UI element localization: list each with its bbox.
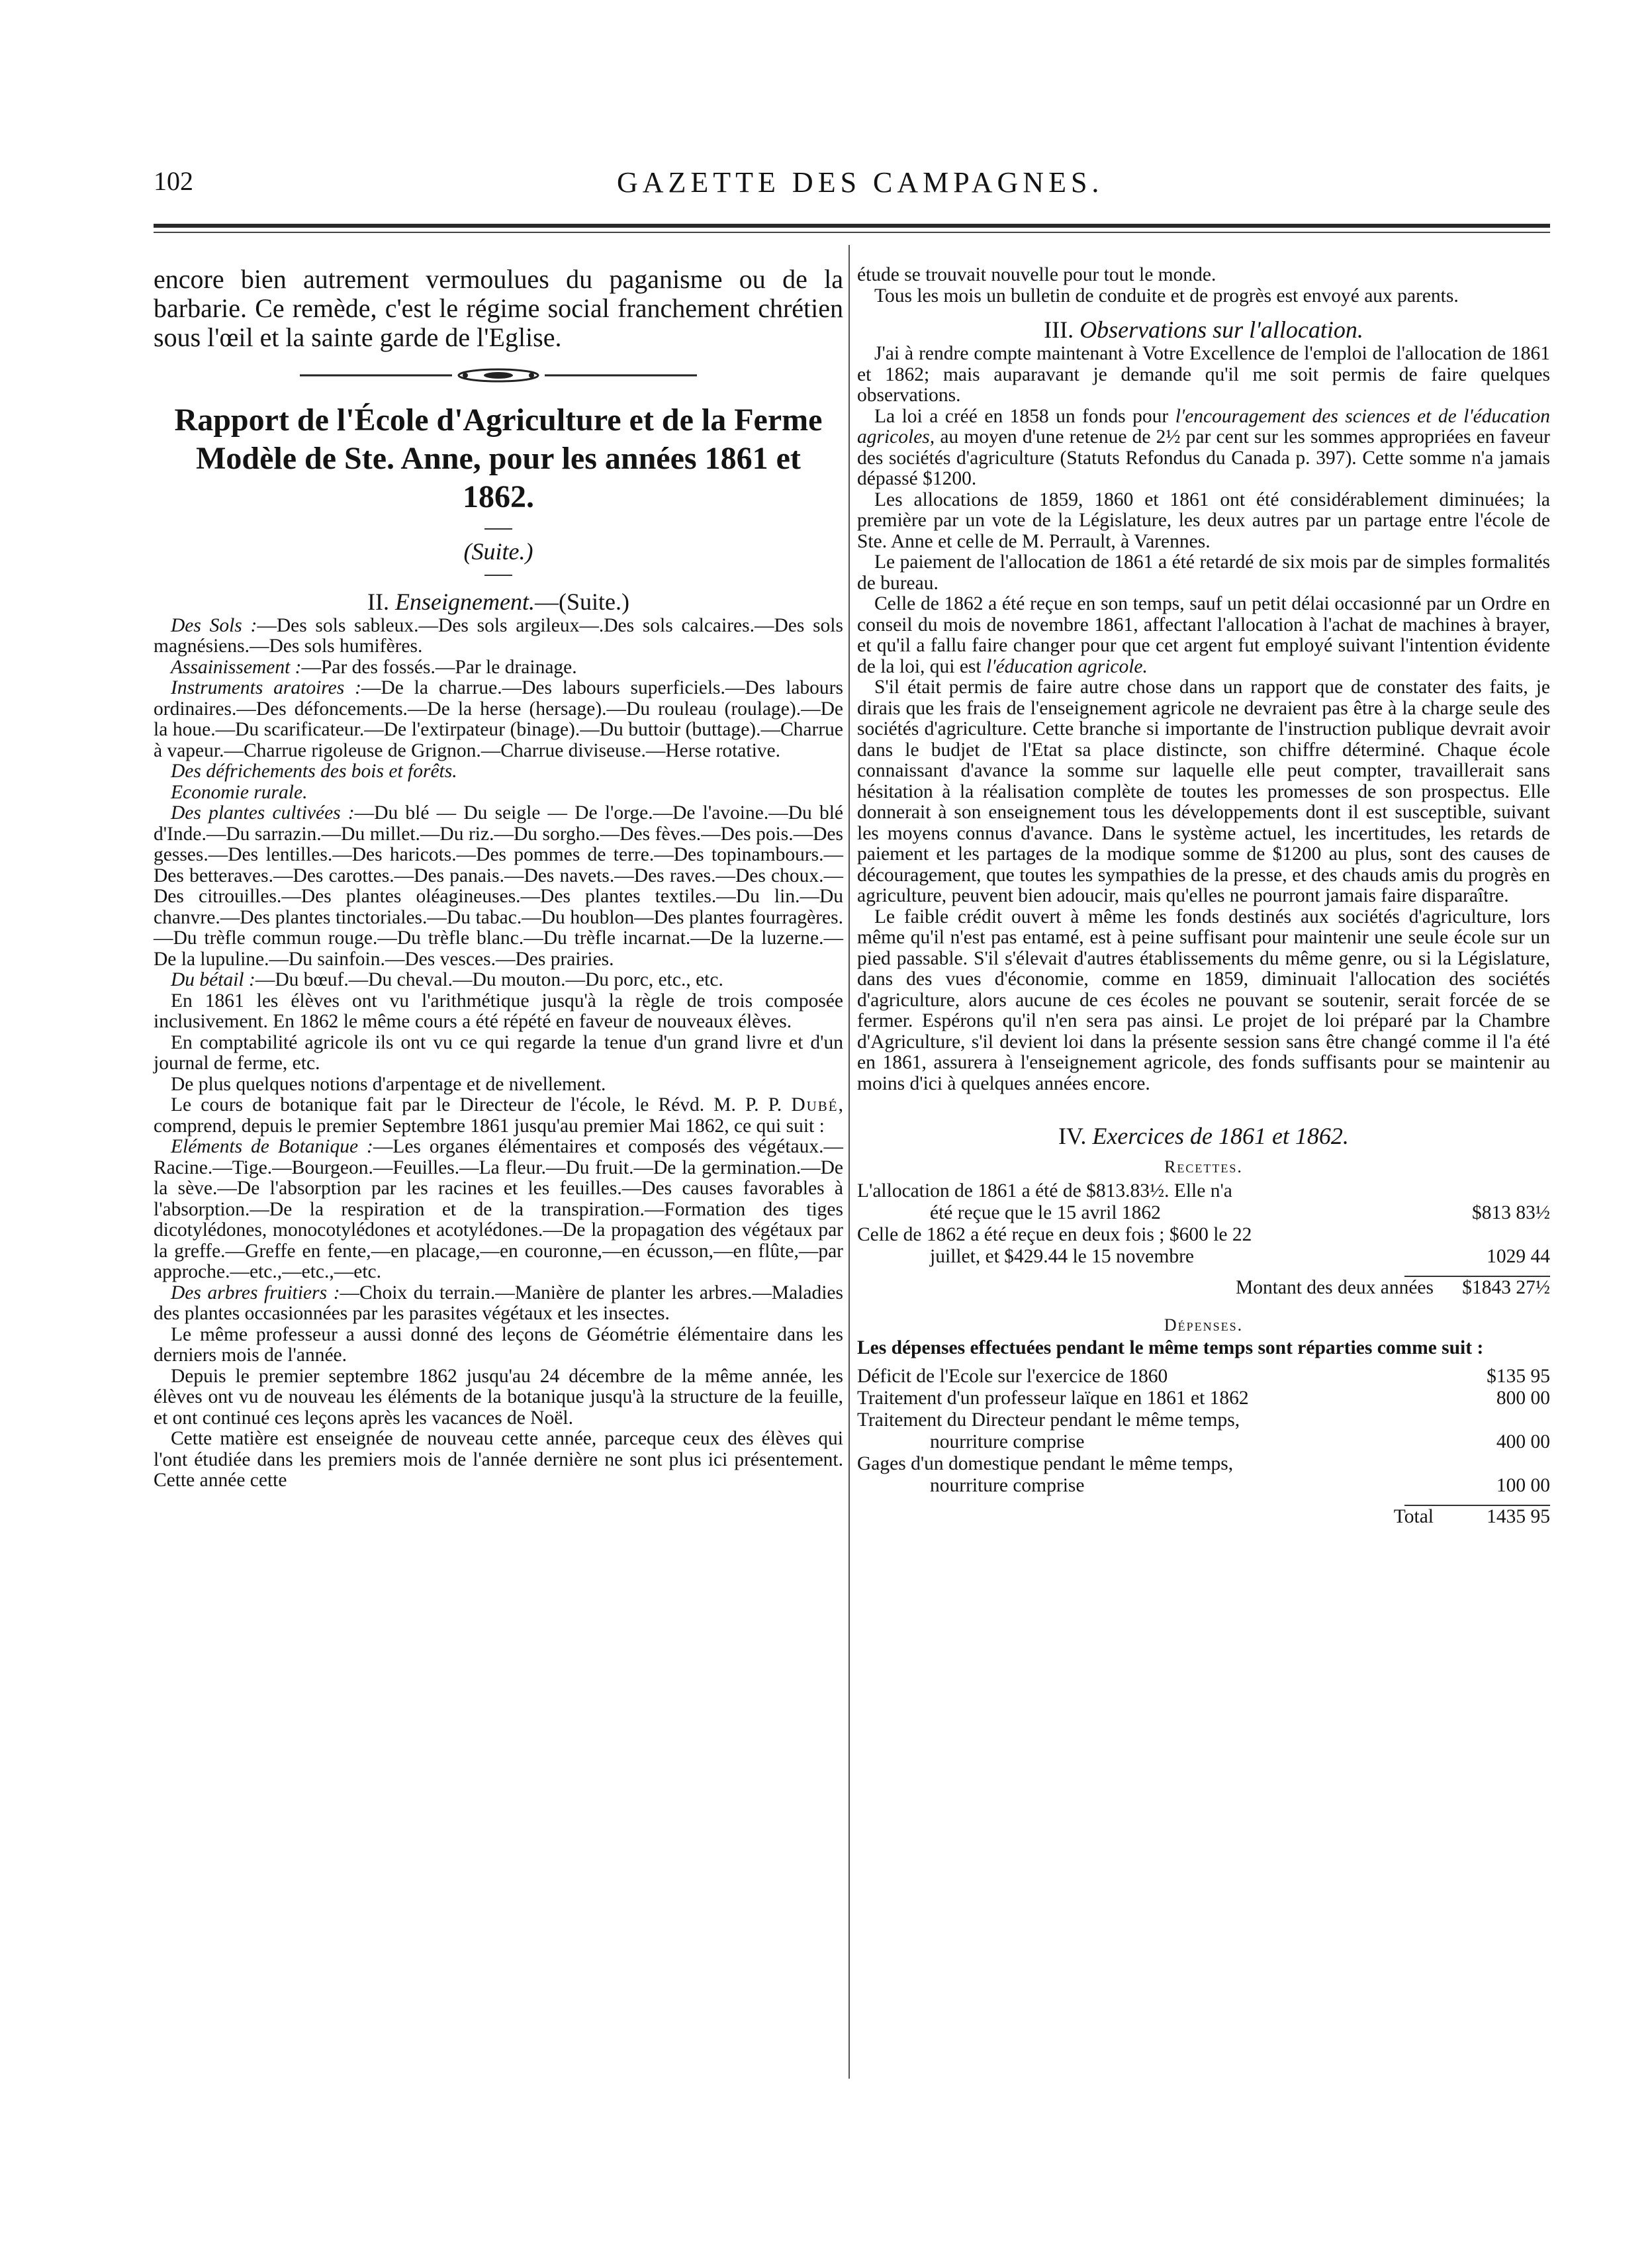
article-title: Rapport de l'École d'Agriculture et de la Ferme Modèle de Ste. Anne, pour les années 1861 et 1862. <box>174 402 823 514</box>
betail-label: Du bétail : <box>171 969 255 990</box>
continuation-line: étude se trouvait nouvelle pour tout le monde. <box>857 264 1216 285</box>
recette-1-amount: $813 83½ <box>1472 1202 1550 1223</box>
paiement-paragraph: Le paiement de l'allocation de 1861 a été retardé de six mois par de simples formalités de bureau. <box>857 551 1550 594</box>
loi-text-italic: l'encouragement des sciences et de l'éducation agricoles, <box>857 405 1551 448</box>
celle-text-a: Celle de 1862 a été reçue en son temps, sauf un petit délai occasionné par un Ordre en conseil du mois de novembre 1861, affectant l'allocation à l'achat de machines à brayer, et qu'il a fallu faire changer pour que cet argent fut employé suivant l'intention évidente de la loi, qui est <box>857 593 1550 677</box>
botanique-paragraph <box>154 1095 843 1137</box>
arpentage-paragraph: De plus quelques notions d'arpentage et de nivellement. <box>171 1073 606 1095</box>
assainissement-text: —Par des fossés.—Par le drainage. <box>301 656 577 678</box>
arbres-label: Des arbres fruitiers : <box>171 1282 340 1303</box>
table-row <box>857 1366 1550 1388</box>
cette-matiere-paragraph: Cette matière est enseignée de nouveau cette année, parceque ceux des élèves qui l'ont étudiée dans les premiers mois de l'année dernière ne sont plus ici présentement. Cette année cette <box>154 1428 843 1491</box>
header-rule-thick <box>154 224 1550 228</box>
depense-1-amount: $135 95 <box>1487 1365 1550 1387</box>
rendre-compte-paragraph: J'ai à rendre compte maintenant à Votre Excellence de l'emploi de l'allocation de 1861 et 1862; mais auparavant je demande qu'il me soit permis de faire quelques observations. <box>857 343 1550 406</box>
depense-1-label: Déficit de l'Ecole sur l'exercice de 1860 <box>857 1365 1168 1387</box>
elements-label: Eléments de Botanique : <box>171 1136 373 1157</box>
director-name: Dubé <box>791 1094 839 1115</box>
arithmetique-paragraph: En 1861 les élèves ont vu l'arithmétique jusqu'à la règle de trois composée inclusivement. En 1862 le même cours a été répété en faveur de nouveaux élèves. <box>154 990 843 1032</box>
section-heading-iii <box>857 316 1550 344</box>
left-column <box>154 265 843 1491</box>
recette-1-line-a: L'allocation de 1861 a été de $813.83½. Elle n'a <box>857 1180 1232 1202</box>
botanique-text-b: , comprend, depuis le premier Septembre 1861 jusqu'au premier Mai 1862, ce qui suit : <box>154 1094 844 1137</box>
financial-section <box>857 1122 1550 1528</box>
section-suffix: —(Suite.) <box>534 588 629 615</box>
depense-4-line-b: nourriture comprise <box>930 1474 1085 1496</box>
table-row <box>857 1388 1550 1409</box>
table-row <box>857 1246 1550 1268</box>
depenses-heading: Dépenses. <box>1164 1315 1244 1335</box>
intro-paragraph: encore bien autrement vermoulues du paganisme ou de la barbarie. Ce remède, c'est le régime social franchement chrétien sous l'œil et la sainte garde de l'Eglise. <box>154 264 843 352</box>
section-title: Enseignement. <box>395 588 535 615</box>
recettes-heading: Recettes. <box>1164 1157 1243 1176</box>
elements-text: —Les organes élémentaires et composés des végétaux.—Racine.—Tige.—Bourgeon.—Feuilles.—La fleur.—Du fruit.—De la germination.—De la sève.—De l'absorption par les racines et les feuilles.—Des causes favorables à l'absorption.—De la respiration et de la transpiration.—Formation des tiges dicotylédones, monocotylédones et acotylédones.—De la propagation des végétaux par la greffe.—Greffe en fente,—en placage,—en couronne,—en écusson,—en flûte,—par approche.—etc.,—etc.,—etc. <box>154 1136 843 1282</box>
loi-text-a: La loi a créé en 1858 un fonds pour <box>874 405 1169 427</box>
suite-rule <box>484 575 512 576</box>
section-heading-ii <box>154 588 843 616</box>
header-rule-thin <box>154 232 1550 233</box>
celle-1862-paragraph <box>857 594 1550 677</box>
sols-paragraph <box>154 616 843 657</box>
defrichements-line: Des défrichements des bois et forêts. <box>171 761 457 782</box>
depense-3-amount: 400 00 <box>1496 1431 1550 1452</box>
page-header <box>154 165 1550 205</box>
depense-4-amount: 100 00 <box>1496 1474 1550 1496</box>
betail-text: —Du bœuf.—Du cheval.—Du mouton.—Du porc, etc., etc. <box>255 969 723 990</box>
table-row <box>857 1453 1550 1475</box>
arbres-text: —Choix du terrain.—Manière de planter les arbres.—Maladies des plantes occasionnées par les parasites végétaux et les insectes. <box>154 1282 843 1324</box>
recette-2-line-b: juillet, et $429.44 le 15 novembre <box>930 1245 1194 1267</box>
section4-number: IV. <box>1058 1123 1087 1149</box>
assainissement-label: Assainissement : <box>171 656 302 678</box>
betail-paragraph <box>154 970 843 991</box>
loi-paragraph <box>857 406 1550 490</box>
depense-4-line-a: Gages d'un domestique pendant le même temps, <box>857 1452 1234 1474</box>
table-row <box>857 1277 1550 1299</box>
table-row <box>857 1202 1550 1224</box>
loi-text-b: au moyen d'une retenue de 2½ par cent sur les sommes appropriées en faveur des sociétés d'agriculture (Statuts Refondus du Canada p. 397). Cette somme n'a jamais dépassé $1200. <box>857 426 1550 489</box>
title-rule <box>484 528 512 530</box>
recette-1-line-b: été reçue que le 15 avril 1862 <box>930 1202 1161 1223</box>
table-row <box>857 1224 1550 1246</box>
economie-line: Economie rurale. <box>171 781 308 803</box>
sols-text: —Des sols sableux.—Des sols argileux—.Des sols calcaires.—Des sols magnésiens.—Des sols humifères. <box>154 614 843 657</box>
section-heading-iv <box>857 1122 1550 1150</box>
instruments-paragraph <box>154 678 843 761</box>
geometrie-paragraph: Le même professeur a aussi donné des leçons de Géométrie élémentaire dans les derniers mois de l'année. <box>154 1323 843 1366</box>
plantes-label: Des plantes cultivées : <box>171 802 355 824</box>
depenses-total-label: Total <box>1393 1505 1434 1527</box>
depuis-paragraph: Depuis le premier septembre 1862 jusqu'au 24 décembre de la même année, les élèves ont vu de nouveau les éléments de la botanique jusqu'à la structure de la feuille, et ont continué ces leçons après les vacances de Noël. <box>154 1365 843 1429</box>
recettes-total-label: Montant des deux années <box>1235 1276 1434 1298</box>
faible-credit-paragraph: Le faible crédit ouvert à même les fonds destinés aux sociétés d'agriculture, lors même qu'il n'est pas entamé, est à peine suffisant pour maintenir une seule école sur un pied passable. S'il s'élevait d'autres établissements du même genre, ou si la Législature, dans des vues d'économie, comme en 1859, diminuait l'allocation des sociétés d'agriculture, alors aucune de ces écoles ne pouvant se soutenir, serait forcée de se fermer. Espérons qu'il n'en sera pas ainsi. Le projet de loi préparé par la Chambre d'Agriculture, s'il devient loi dans la présente session sans être changé comme il l'a été en 1861, assurera à l'enseignement agricole, des fonds suffisants pour se maintenir au moins d'ici à quelques années encore. <box>857 906 1550 1094</box>
plantes-paragraph <box>154 803 843 970</box>
section3-title: Observations sur l'allocation. <box>1079 316 1363 343</box>
recettes-total-amount: $1843 27½ <box>1462 1276 1550 1298</box>
column-divider <box>849 245 850 2079</box>
instruments-text: —De la charrue.—Des labours superficiels.—Des labours ordinaires.—Des défoncements.—De la herse (hersage).—Du rouleau (roulage).—De la houe.—Du scarificateur.—De l'extirpateur (binage).—Du buttoir (buttage).—Charrue à vapeur.—Charrue rigoleuse de Grignon.—Charrue diviseuse.—Herse rotative. <box>154 677 843 761</box>
botanique-text-a: Le cours de botanique fait par le Directeur de l'école, le Révd. M. P. P. <box>171 1094 782 1115</box>
sols-label: Des Sols : <box>171 614 257 636</box>
recette-2-line-a: Celle de 1862 a été reçue en deux fois ; $600 le 22 <box>857 1223 1252 1245</box>
table-row <box>857 1506 1550 1528</box>
recette-2-amount: 1029 44 <box>1487 1245 1550 1267</box>
allocations-paragraph: Les allocations de 1859, 1860 et 1861 ont été considérablement diminuées; la première par un vote de la Législature, les deux autres par un partage entre l'école de Ste. Anne et celle de M. Perrault, à Varennes. <box>857 489 1550 552</box>
table-row <box>857 1431 1550 1453</box>
sil-etait-paragraph: S'il était permis de faire autre chose dans un rapport que de constater des faits, je dirais que les frais de l'enseignement agricole ne devraient pas être à la charge seule des sociétés d'agriculture. Cette branche si importante de l'instruction publique devrait avoir dans le budjet de l'Etat sa place distincte, son chiffre déterminé. Chaque école connaissant d'avance la somme sur laquelle elle peut compter, travaillerait sans hésitation à la réalisation complète de toutes les promesses de son prospectus. Elle donnerait à son enseignement tous les développements dont il est susceptible, suivant les moyens connus d'avance. Dans le système actuel, les incertitudes, les retards de paiement et les partages de la modique somme de $1200 au plus, sont des causes de découragement, que toutes les sympathies de la presse, et des chauds amis du progrès en agriculture, peuvent bien adoucir, mais qu'elles ne pourront jamais faire disparaître. <box>857 677 1550 906</box>
depense-3-line-a: Traitement du Directeur pendant le même temps, <box>857 1409 1240 1431</box>
depenses-table <box>857 1366 1550 1528</box>
bulletin-paragraph: Tous les mois un bulletin de conduite et de progrès est envoyé aux parents. <box>874 285 1459 307</box>
depense-3-line-b: nourriture comprise <box>930 1431 1085 1452</box>
depenses-intro: Les dépenses effectuées pendant le même temps sont réparties comme suit : <box>857 1337 1484 1358</box>
right-column <box>857 265 1550 1528</box>
depense-2-label: Traitement d'un professeur laïque en 1861 et 1862 <box>857 1387 1249 1409</box>
table-row <box>857 1475 1550 1497</box>
page-number: 102 <box>154 166 193 196</box>
depenses-total-amount: 1435 95 <box>1487 1505 1550 1527</box>
section4-title: Exercices de 1861 et 1862. <box>1092 1123 1349 1149</box>
assainissement-paragraph <box>154 657 843 679</box>
instruments-label: Instruments aratoires : <box>171 677 361 698</box>
section3-number: III. <box>1044 316 1074 343</box>
recettes-table <box>857 1180 1550 1299</box>
journal-title: GAZETTE DES CAMPAGNES. <box>617 166 1104 199</box>
ornament-divider <box>300 367 697 384</box>
arbres-paragraph <box>154 1283 843 1325</box>
plantes-text: —Du blé — Du seigle — De l'orge.—De l'avoine.—Du blé d'Inde.—Du sarrazin.—Du millet.—Du riz.—Du sorgho.—Des fèves.—Des pois.—Des gesses.—Des lentilles.—Des haricots.—Des pommes de terre.—Des topinambours.—Des betteraves.—Des carottes.—Des panais.—Des navets.—Des raves.—Des choux.—Des citrouilles.—Des plantes oléagineuses.—Des plantes textiles.—Du lin.—Du chanvre.—Des plantes tinctoriales.—Du tabac.—Du houblon—Des plantes fourragères.—Du trèfle commun rouge.—Du trèfle blanc.—Du trèfle incarnat.—De la luzerne.—De la lupuline.—Du sainfoin.—Des vesces.—Des prairies. <box>154 802 843 970</box>
elements-paragraph <box>154 1137 843 1283</box>
depense-2-amount: 800 00 <box>1496 1387 1550 1409</box>
section-number: II. <box>367 588 390 615</box>
table-row <box>857 1409 1550 1431</box>
table-row <box>857 1180 1550 1202</box>
comptabilite-paragraph: En comptabilité agricole ils ont vu ce qui regarde la tenue d'un grand livre et d'un journal de ferme, etc. <box>154 1031 843 1074</box>
celle-text-italic: l'éducation agricole. <box>986 655 1148 677</box>
suite-label: (Suite.) <box>463 538 533 565</box>
